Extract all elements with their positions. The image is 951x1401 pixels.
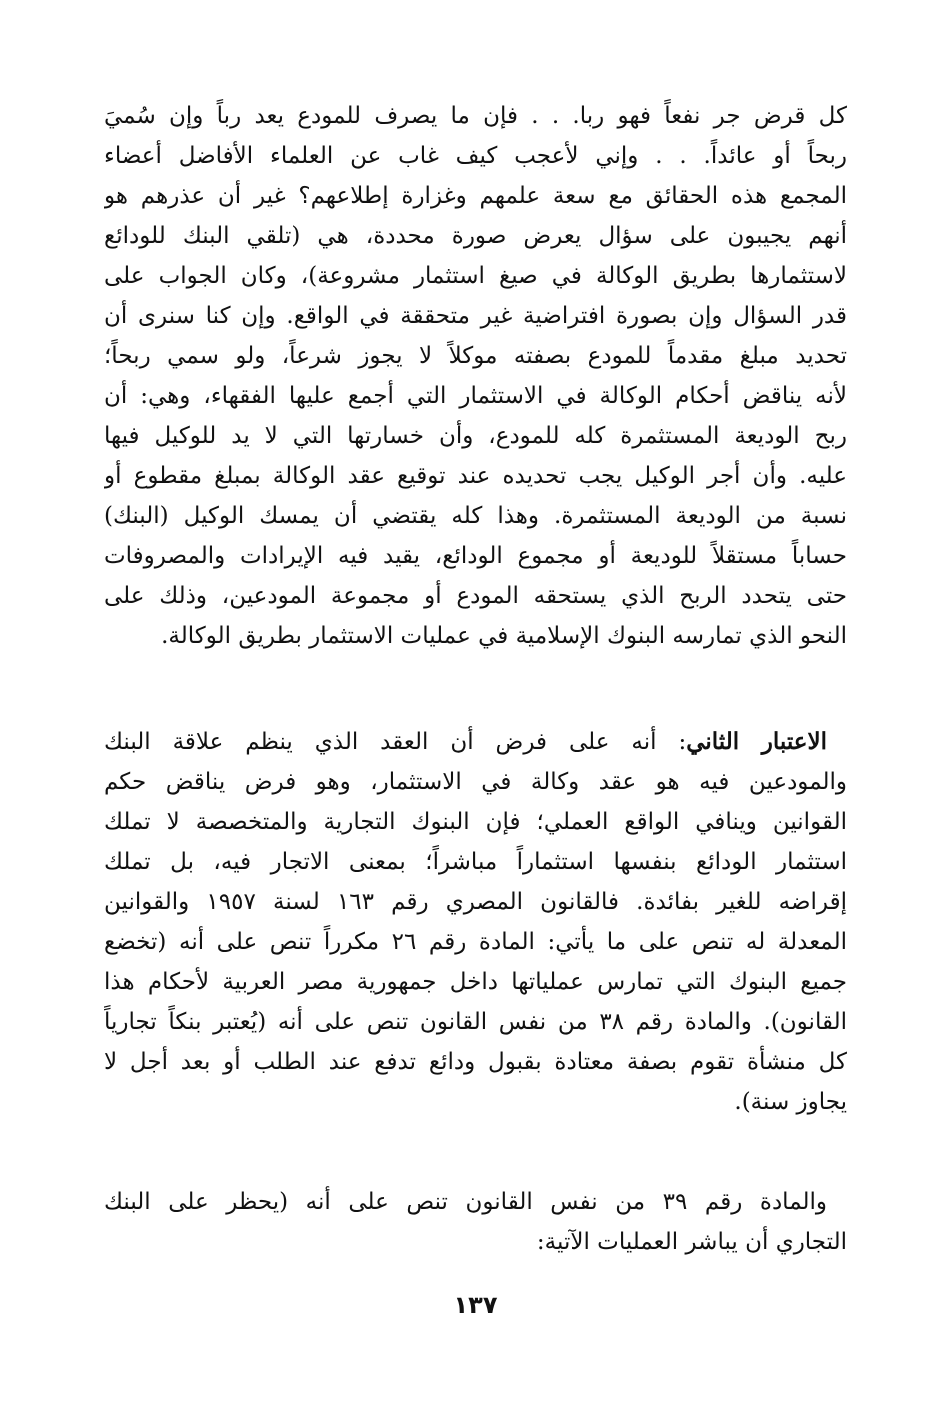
paragraph-2-line: يجاوز سنة). (734, 1089, 847, 1115)
paragraph-2-line: القوانين وينافي الواقع العملي؛ فإن البنوك التجارية والمتخصصة لا تملك (104, 809, 847, 835)
paragraph-2-first-line (104, 722, 847, 762)
paragraph-2 (104, 722, 847, 1122)
paragraph-1-line: ربح الوديعة المستثمرة كله للمودع، وأن خسارتها التي لا يد للوكيل فيها (104, 423, 847, 449)
paragraph-3-line: التجاري أن يباشر العمليات الآتية: (536, 1229, 847, 1255)
paragraph-3 (104, 1182, 847, 1262)
paragraph-2-line: جميع البنوك التي تمارس عملياتها داخل جمهورية مصر العربية لأحكام هذا (104, 969, 847, 995)
paragraph-1-line: تحديد مبلغ مقدماً للمودع بصفته موكلاً لا يجوز شرعاً، ولو سمي ربحاً؛ (104, 343, 847, 369)
paragraph-1-line: حتى يتحدد الربح الذي يستحقه المودع أو مجموعة المودعين، وذلك على (104, 583, 847, 609)
paragraph-1-line: حساباً مستقلاً للوديعة أو مجموع الودائع، يقيد فيه الإيرادات والمصروفات (104, 543, 847, 569)
paragraph-2-line: كل منشأة تقوم بصفة معتادة بقبول ودائع تدفع عند الطلب أو بعد أجل لا (104, 1049, 847, 1075)
paragraph-3-line-text: والمادة رقم ٣٩ من نفس القانون تنص على أنه (يحظر على البنك (104, 1189, 827, 1215)
paragraph-1-line: لأنه يناقض أحكام الوكالة في الاستثمار التي أجمع عليها الفقهاء، وهي: أن (104, 383, 847, 409)
paragraph-1-line: ربحاً أو عائداً. . . وإني لأعجب كيف غاب عن العلماء الأفاضل أعضاء (104, 143, 847, 169)
page-number: ١٣٧ (453, 1291, 498, 1319)
paragraph-1-line: لاستثمارها بطريق الوكالة في صيغ استثمار مشروعة)، وكان الجواب على (104, 263, 847, 289)
paragraph-2-line: القانون). والمادة رقم ٣٨ من نفس القانون تنص على أنه (يُعتبر بنكاً تجارياً (104, 1009, 847, 1035)
paragraph-2-line: المعدلة له تنص على ما يأتي: المادة رقم ٢٦ مكرراً تنص على أنه (تخضع (104, 929, 847, 955)
paragraph-1-line: قدر السؤال وإن بصورة افتراضية غير متحققة في الواقع. وإن كنا سنرى أن (104, 303, 847, 329)
paragraph-1-line: كل قرض جر نفعاً فهو ربا. . . فإن ما يصرف للمودع يعد رباً وإن سُميَ (104, 103, 847, 129)
paragraph-1-line: عليه. وأن أجر الوكيل يجب تحديده عند توقيع عقد الوكالة بمبلغ مقطوع أو (104, 463, 847, 489)
paragraph-2-lead: الاعتبار الثاني (686, 728, 827, 755)
paragraph-1-line: النحو الذي تمارسه البنوك الإسلامية في عمليات الاستثمار بطريق الوكالة. (161, 623, 847, 649)
paragraph-1 (104, 96, 847, 656)
paragraph-2-line: والمودعين فيه هو عقد وكالة في الاستثمار، وهو فرض يناقض حكم (104, 769, 847, 795)
paragraph-2-line: استثمار الودائع بنفسها استثماراً مباشراً؛ بمعنى الاتجار فيه، بل تملك (104, 849, 847, 875)
paragraph-1-line: أنهم يجيبون على سؤال يعرض صورة محددة، هي (تلقي البنك للودائع (104, 223, 847, 249)
paragraph-1-line: نسبة من الوديعة المستثمرة. وهذا كله يقتضي أن يمسك الوكيل (البنك) (104, 503, 847, 529)
paragraph-1-line: المجمع هذه الحقائق مع سعة علمهم وغزارة إطلاعهم؟ غير أن عذرهم هو (104, 183, 847, 209)
paragraph-3-line (104, 1182, 847, 1222)
paragraph-2-first-line-rest: : أنه على فرض أن العقد الذي ينظم علاقة البنك (104, 729, 687, 755)
paragraph-2-line: إقراضه للغير بفائدة. فالقانون المصري رقم ١٦٣ لسنة ١٩٥٧ والقوانين (104, 889, 847, 915)
